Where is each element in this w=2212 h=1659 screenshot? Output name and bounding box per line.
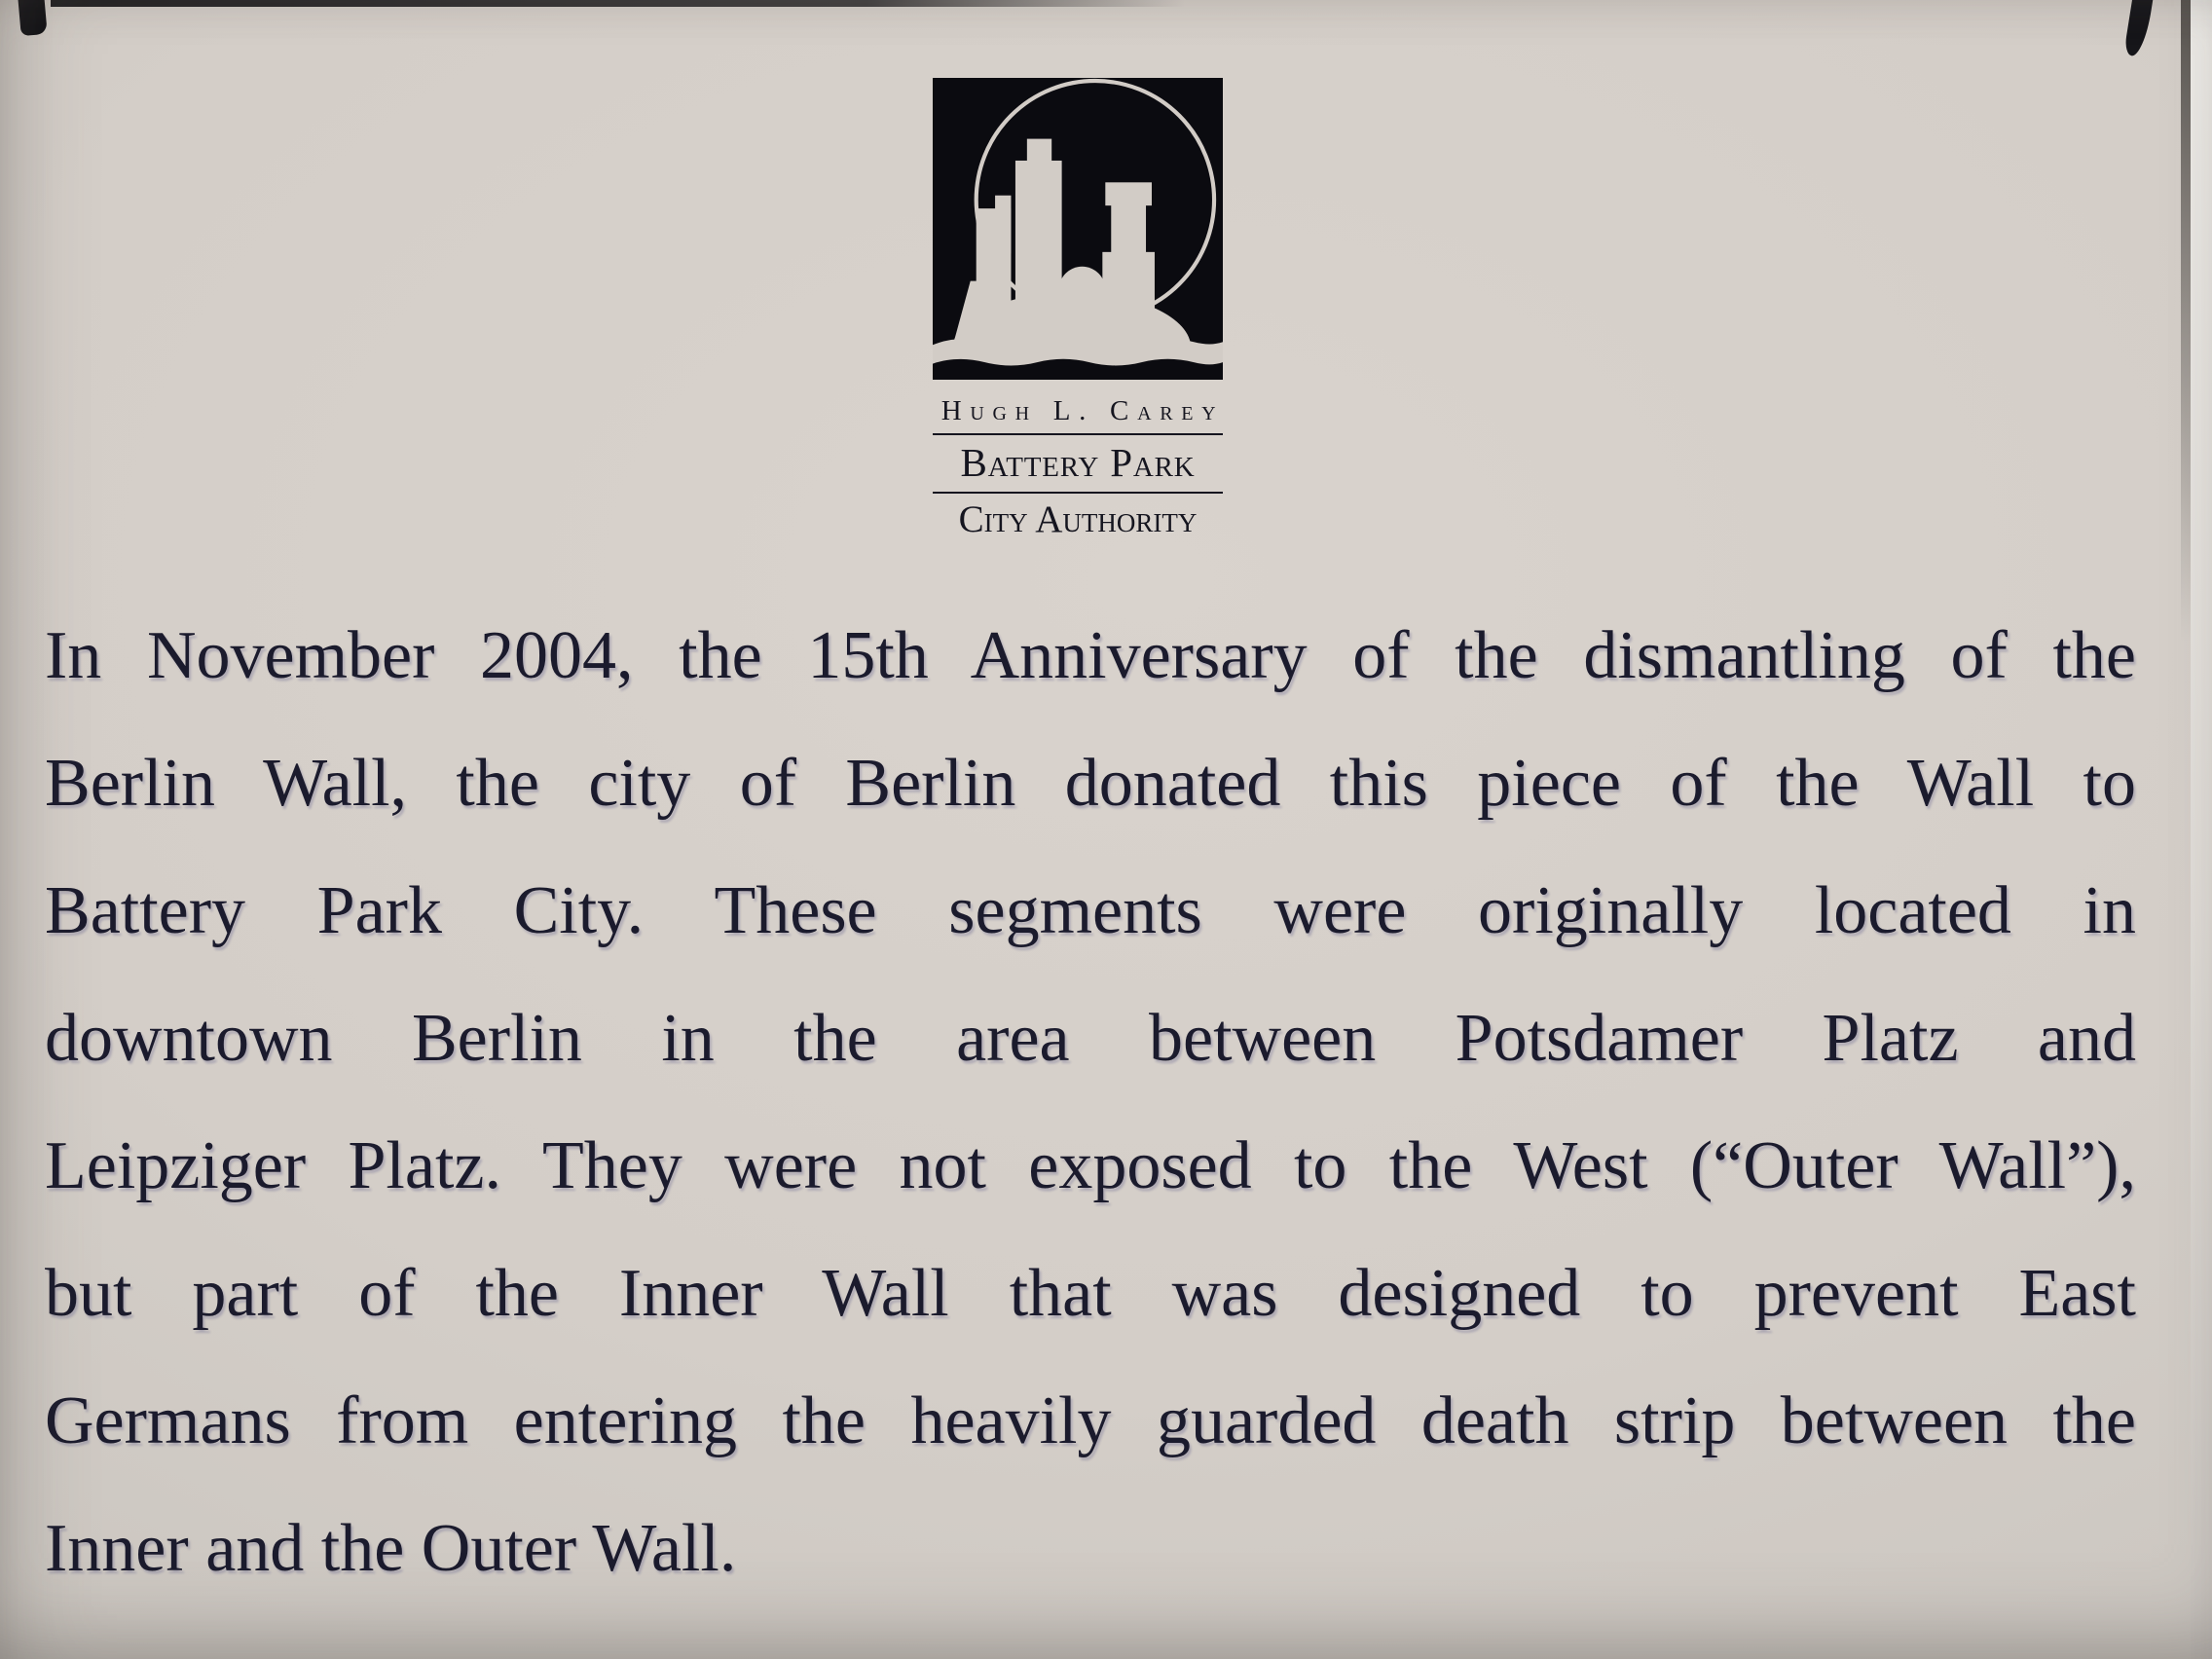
plaque-right-edge-seam <box>2181 0 2191 643</box>
bpca-logo-block <box>933 78 1223 541</box>
mounting-clip-top-right-icon <box>2123 0 2154 57</box>
paragraph-line-2: Berlin Wall, the city of Berlin donated this piece of the Wall to <box>45 746 2136 821</box>
plaque-paragraph <box>45 592 2136 1612</box>
city-skyline-circle-logo-icon <box>933 78 1223 380</box>
paragraph-line-7: Germans from entering the heavily guarded death strip between the <box>45 1383 2136 1458</box>
logo-org-line3: City Authority <box>958 498 1198 540</box>
logo-divider-rule-2 <box>933 492 1223 494</box>
mounting-clip-top-left-icon <box>18 0 47 36</box>
logo-org-line1: Hugh L. Carey <box>940 395 1225 426</box>
logo-divider-rule-1 <box>933 433 1223 435</box>
paragraph-line-4: downtown Berlin in the area between Potsdamer Platz and <box>45 1001 2136 1076</box>
paragraph-line-1: In November 2004, the 15th Anniversary of the dismantling of the <box>45 618 2136 693</box>
paragraph-line-8: Inner and the Outer Wall. <box>45 1511 737 1586</box>
paragraph-line-5: Leipziger Platz. They were not exposed to the West (“Outer Wall”), <box>45 1128 2136 1203</box>
paragraph-line-6: but part of the Inner Wall that was designed to prevent East <box>45 1256 2136 1331</box>
plaque-right-edge-highlight <box>2191 0 2212 1659</box>
logo-org-line2: Battery Park <box>960 440 1196 485</box>
plaque-top-edge-shadow <box>51 0 1185 7</box>
paragraph-line-3: Battery Park City. These segments were originally located in <box>45 873 2136 948</box>
